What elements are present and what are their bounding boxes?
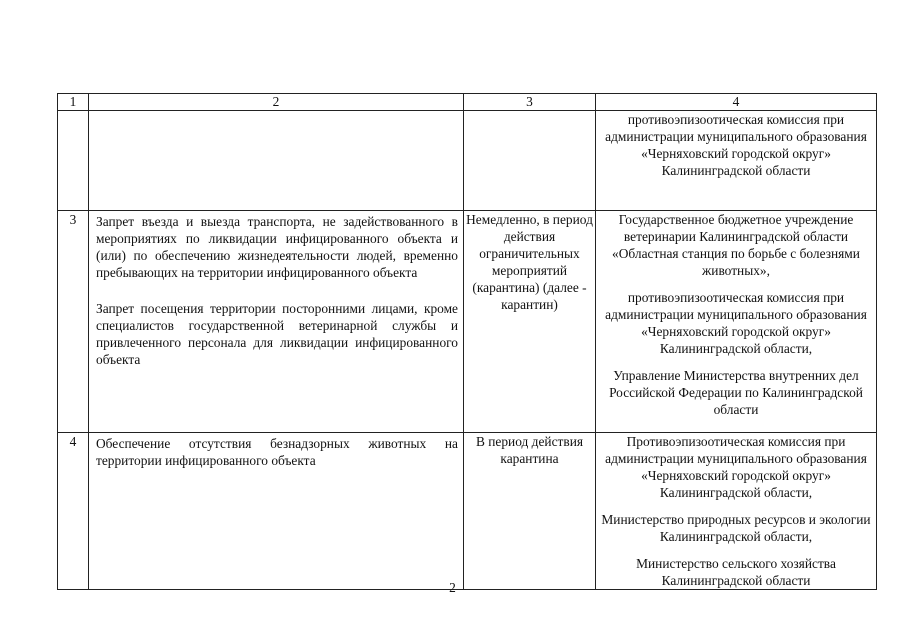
table-header-row: [58, 94, 877, 111]
header-col-3: 3: [464, 94, 596, 111]
header-col-1: 1: [58, 94, 89, 111]
header-col-2: 2: [89, 94, 464, 111]
executor-cell: [596, 433, 877, 590]
executor-text: противоэпизоотическая комиссия при администрации муниципального образования «Черняховский городской округ» Калининградской области: [605, 112, 867, 178]
term-cell: [464, 211, 596, 433]
action-cell: [89, 433, 464, 590]
row-number: 4: [58, 433, 89, 590]
term-text: В период действия карантина: [475, 434, 584, 466]
executor-text: Государственное бюджетное учреждение ветеринарии Калининградской области «Областная станция по борьбе с болезнями животных»,: [612, 212, 860, 278]
action-cell: [89, 111, 464, 211]
header-col-4: 4: [596, 94, 877, 111]
row-number: [58, 111, 89, 211]
executor-cell: [596, 211, 877, 433]
measures-table: [57, 93, 877, 590]
executor-text: Противоэпизоотическая комиссия при администрации муниципального образования «Черняховский городской округ» Калининградской области,: [605, 434, 867, 500]
table-row: [58, 211, 877, 433]
term-text: Немедленно, в период действия ограничительных мероприятий (карантина) (далее - карантин): [466, 212, 593, 312]
action-cell: [89, 211, 464, 433]
executor-text: Министерство сельского хозяйства Калининградской области: [636, 556, 836, 588]
action-text: Запрет посещения территории посторонними лицами, кроме специалистов государственной ветеринарной службы и привлеченного персонала для ликвидации инфицированного объекта: [96, 301, 458, 367]
page-number: 2: [449, 580, 456, 595]
term-cell: [464, 111, 596, 211]
executor-cell: [596, 111, 877, 211]
table-row: [58, 433, 877, 590]
executor-text: Управление Министерства внутренних дел Российской Федерации по Калининградской области: [609, 368, 863, 417]
executor-text: противоэпизоотическая комиссия при администрации муниципального образования «Черняховский городской округ» Калининградской области,: [605, 290, 867, 356]
action-text: Запрет въезда и выезда транспорта, не задействованного в мероприятиях по ликвидации инфицированного объекта и (или) по обеспечению жизнедеятельности людей, временно пребывающих на территории инфицированного объекта: [96, 214, 458, 280]
row-number: 3: [58, 211, 89, 433]
term-cell: [464, 433, 596, 590]
executor-text: Министерство природных ресурсов и экологии Калининградской области,: [601, 512, 871, 544]
table-row: [58, 111, 877, 211]
action-text: Обеспечение отсутствия безнадзорных животных на территории инфицированного объекта: [96, 436, 458, 468]
